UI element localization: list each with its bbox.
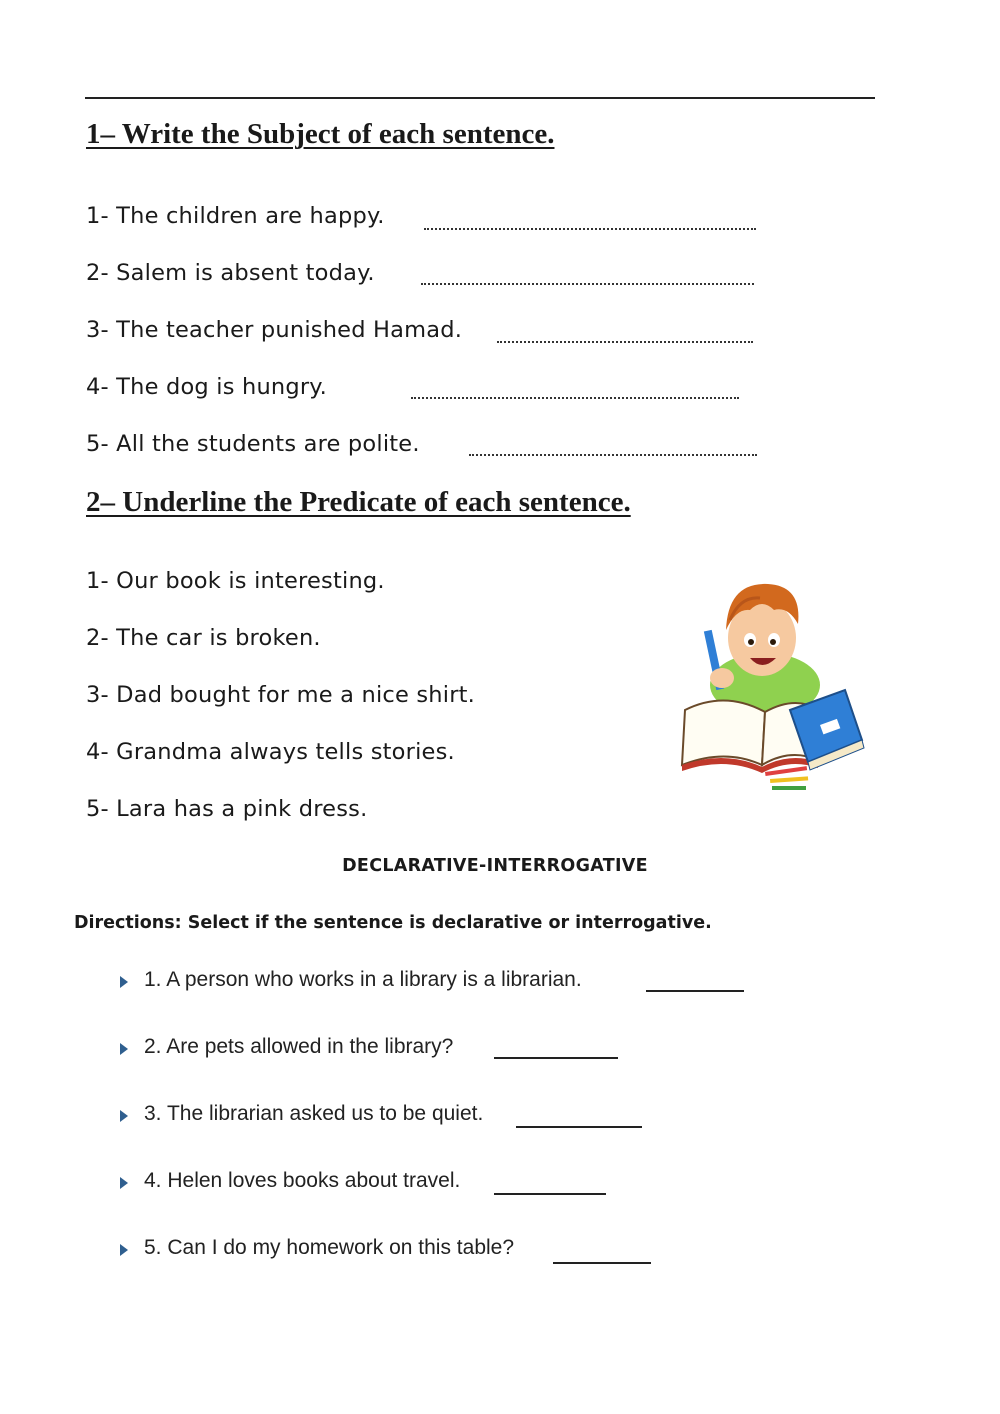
predicate-sentence-4[interactable]: 4- Grandma always tells stories.	[86, 739, 455, 765]
answer-line-4[interactable]	[411, 397, 739, 399]
bullet-arrow-icon	[120, 1244, 128, 1256]
declarative-answer-3[interactable]	[516, 1126, 642, 1128]
bullet-arrow-icon	[120, 1110, 128, 1122]
declarative-interrogative-heading: DECLARATIVE-INTERROGATIVE	[342, 856, 648, 876]
boy-reading-icon	[670, 560, 870, 825]
predicate-sentence-1[interactable]: 1- Our book is interesting.	[86, 568, 385, 594]
bullet-arrow-icon	[120, 1177, 128, 1189]
declarative-answer-2[interactable]	[494, 1057, 618, 1059]
declarative-item-text: 3. The librarian asked us to be quiet.	[144, 1102, 484, 1125]
subject-sentence-2: 2- Salem is absent today.	[86, 260, 375, 286]
answer-line-5[interactable]	[469, 454, 757, 456]
declarative-item-text: 5. Can I do my homework on this table?	[144, 1236, 515, 1259]
answer-line-1[interactable]	[424, 228, 756, 230]
answer-line-2[interactable]	[421, 283, 754, 285]
subject-sentence-3: 3- The teacher punished Hamad.	[86, 317, 463, 343]
directions-text: Directions: Select if the sentence is declarative or interrogative.	[74, 913, 712, 933]
boy-reading-illustration	[670, 560, 870, 825]
declarative-item-text: 4. Helen loves books about travel.	[144, 1169, 461, 1192]
pencils-icon	[765, 766, 808, 790]
section1-title: 1– Write the Subject of each sentence.	[86, 118, 555, 150]
declarative-item-text: 2. Are pets allowed in the library?	[144, 1035, 454, 1058]
declarative-answer-1[interactable]	[646, 990, 744, 992]
declarative-item-text: 1. A person who works in a library is a librarian.	[144, 968, 582, 991]
predicate-sentence-2[interactable]: 2- The car is broken.	[86, 625, 321, 651]
declarative-answer-4[interactable]	[494, 1193, 606, 1195]
declarative-answer-5[interactable]	[553, 1262, 651, 1264]
predicate-sentence-5[interactable]: 5- Lara has a pink dress.	[86, 796, 368, 822]
predicate-sentence-3[interactable]: 3- Dad bought for me a nice shirt.	[86, 682, 476, 708]
bullet-arrow-icon	[120, 1043, 128, 1055]
section2-title: 2– Underline the Predicate of each sentence.	[86, 486, 631, 518]
bullet-arrow-icon	[120, 976, 128, 988]
top-divider	[85, 97, 875, 99]
subject-sentence-5: 5- All the students are polite.	[86, 431, 420, 457]
subject-sentence-4: 4- The dog is hungry.	[86, 374, 327, 400]
subject-sentence-1: 1- The children are happy.	[86, 203, 385, 229]
answer-line-3[interactable]	[497, 341, 753, 343]
